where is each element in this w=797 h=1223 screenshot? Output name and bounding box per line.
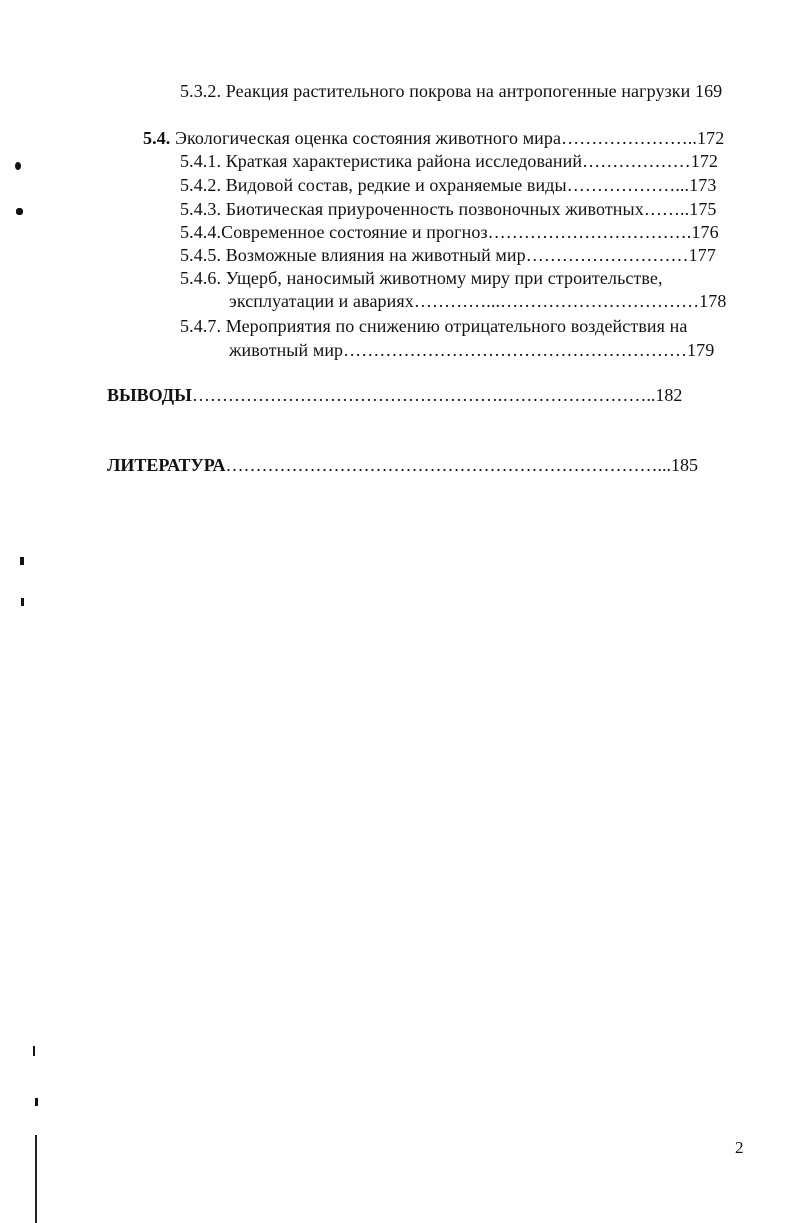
- literature-title: ЛИТЕРАТУРА: [107, 455, 226, 475]
- toc-entry-5-4-3: 5.4.3. Биотическая приуроченность позвоночных животных……..175: [180, 199, 717, 219]
- toc-entry-literature: [107, 454, 698, 476]
- scan-edge-line: [35, 1135, 37, 1223]
- toc-entry-5-4-4: 5.4.4.Современное состояние и прогноз…………………………….176: [180, 222, 719, 242]
- conclusions-leader: …………………………………………….……………………..182: [191, 385, 683, 405]
- toc-entry-5-4-1: 5.4.1. Краткая характеристика района исследований………………172: [180, 151, 719, 171]
- toc-entry-5-4-6-line1: 5.4.6. Ущерб, наносимый животному миру при строительстве,: [180, 268, 663, 288]
- scan-speck: [20, 557, 24, 565]
- page-number: 2: [735, 1138, 744, 1157]
- scan-speck: [35, 1098, 38, 1106]
- toc-entry-5-4-7-line2: животный мир…………………………………………………179: [229, 340, 715, 360]
- toc-entry-5-4-7-line1: 5.4.7. Мероприятия по снижению отрицательного воздействия на: [180, 316, 688, 336]
- toc-entry-5-4-number: 5.4.: [143, 128, 171, 148]
- toc-entry-5-4-2: 5.4.2. Видовой состав, редкие и охраняемые виды………………...173: [180, 175, 717, 195]
- toc-entry-5-4-6-line2: эксплуатации и авариях…………...……………………………178: [229, 291, 727, 311]
- toc-entry-5-3-2: 5.3.2. Реакция растительного покрова на антропогенные нагрузки 169: [180, 81, 723, 101]
- toc-entry-conclusions: [107, 384, 682, 406]
- scan-speck: [33, 1046, 35, 1056]
- toc-entry-5-4: [143, 127, 724, 149]
- scan-speck: [21, 598, 24, 606]
- scan-speck: [15, 162, 21, 170]
- toc-entry-5-4-title: Экологическая оценка состояния животного мира…………………..172: [170, 128, 725, 148]
- scan-speck: [16, 208, 23, 215]
- conclusions-title: ВЫВОДЫ: [107, 385, 192, 405]
- toc-entry-5-4-5: 5.4.5. Возможные влияния на животный мир………………………177: [180, 245, 716, 265]
- literature-leader: ………………………………………………………………...185: [225, 455, 698, 475]
